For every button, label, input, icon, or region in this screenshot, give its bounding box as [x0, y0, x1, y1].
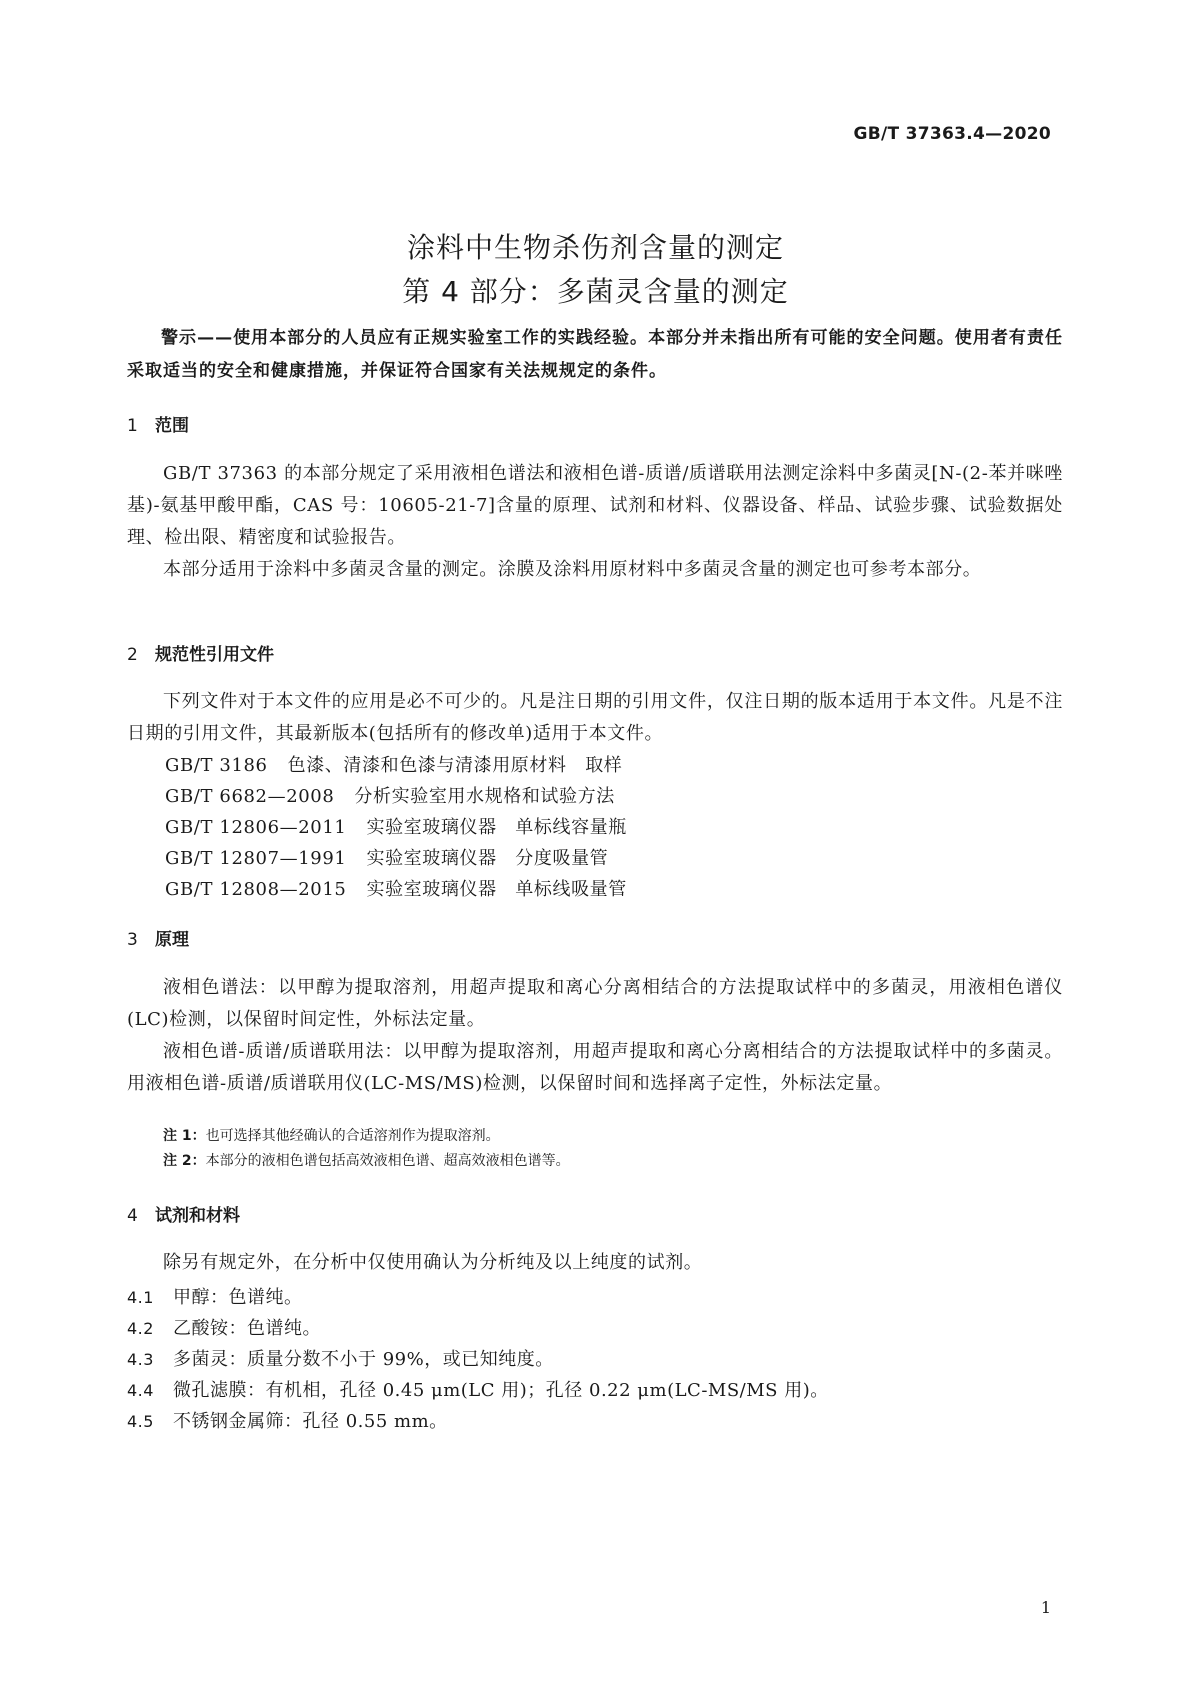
- reference-code: GB/T 12808—2015: [165, 879, 347, 900]
- reference-item: [165, 875, 627, 901]
- list-item: [127, 1283, 303, 1309]
- paragraph: 液相色谱-质谱/质谱联用法：以甲醇为提取溶剂，用超声提取和离心分离相结合的方法提取试样中的多菌灵。用液相色谱-质谱/质谱联用仪(LC-MS/MS)检测，以保留时间和选择离子定性，外标法定量。: [127, 1041, 1063, 1094]
- item-number: 4.2: [127, 1319, 154, 1338]
- section-1-body: [127, 458, 1063, 586]
- note-label: 注 1：: [163, 1128, 206, 1144]
- section-3-heading: [127, 925, 189, 950]
- reference-title: 实验室玻璃仪器 单标线吸量管: [366, 879, 627, 900]
- paragraph: 除另有规定外，在分析中仅使用确认为分析纯及以上纯度的试剂。: [163, 1252, 703, 1273]
- paragraph: GB/T 37363 的本部分规定了采用液相色谱法和液相色谱-质谱/质谱联用法测定涂料中多菌灵[N-(2-苯并咪唑基)-氨基甲酸甲酯，CAS 号：10605-21-7]含量的原理、试剂和材料、仪器设备、样品、试验步骤、试验数据处理、检出限、精密度和试验报告。: [127, 463, 1063, 548]
- reference-item: [165, 782, 615, 808]
- section-1-heading: [127, 411, 189, 436]
- reference-code: GB/T 3186: [165, 755, 268, 776]
- document-title-line2: 第 4 部分：多菌灵含量的测定: [402, 275, 789, 308]
- item-number: 4.1: [127, 1288, 154, 1307]
- item-text: 不锈钢金属筛：孔径 0.55 mm。: [173, 1411, 448, 1432]
- warning-block: [127, 322, 1063, 388]
- reference-item: [165, 813, 627, 839]
- section-3-body: [127, 972, 1063, 1100]
- section-number: 2: [127, 645, 138, 665]
- reference-title: 色漆、清漆和色漆与清漆用原材料 取样: [287, 755, 623, 776]
- item-number: 4.5: [127, 1412, 154, 1431]
- note-item: [163, 1125, 500, 1145]
- item-text: 甲醇：色谱纯。: [173, 1287, 303, 1308]
- warning-text: 警示——使用本部分的人员应有正规实验室工作的实践经验。本部分并未指出所有可能的安全问题。使用者有责任采取适当的安全和健康措施，并保证符合国家有关法规规定的条件。: [127, 328, 1063, 381]
- reference-code: GB/T 6682—2008: [165, 786, 335, 807]
- section-2-heading: [127, 640, 274, 665]
- paragraph: 液相色谱法：以甲醇为提取溶剂，用超声提取和离心分离相结合的方法提取试样中的多菌灵，用液相色谱仪(LC)检测，以保留时间定性，外标法定量。: [127, 977, 1063, 1030]
- reference-item: [165, 751, 622, 777]
- note-item: [163, 1150, 570, 1170]
- item-number: 4.3: [127, 1350, 154, 1369]
- item-text: 乙酸铵：色谱纯。: [173, 1318, 321, 1339]
- section-title: 试剂和材料: [155, 1206, 240, 1226]
- section-title: 规范性引用文件: [155, 645, 274, 665]
- reference-title: 分析实验室用水规格和试验方法: [354, 786, 615, 807]
- standard-code: GB/T 37363.4—2020: [853, 124, 1051, 144]
- note-text: 也可选择其他经确认的合适溶剂作为提取溶剂。: [205, 1128, 500, 1144]
- reference-title: 实验室玻璃仪器 分度吸量管: [366, 848, 609, 869]
- section-4-body: [127, 1247, 1063, 1279]
- section-title: 原理: [155, 930, 189, 950]
- reference-code: GB/T 12806—2011: [165, 817, 347, 838]
- item-number: 4.4: [127, 1381, 154, 1400]
- list-item: [127, 1407, 448, 1433]
- reference-title: 实验室玻璃仪器 单标线容量瓶: [366, 817, 627, 838]
- section-2-body: [127, 686, 1063, 750]
- item-text: 微孔滤膜：有机相，孔径 0.45 μm(LC 用)；孔径 0.22 μm(LC-MS/MS 用)。: [173, 1380, 829, 1401]
- note-text: 本部分的液相色谱包括高效液相色谱、超高效液相色谱等。: [205, 1153, 570, 1169]
- note-label: 注 2：: [163, 1153, 206, 1169]
- paragraph: 下列文件对于本文件的应用是必不可少的。凡是注日期的引用文件，仅注日期的版本适用于本文件。凡是不注日期的引用文件，其最新版本(包括所有的修改单)适用于本文件。: [127, 691, 1063, 744]
- paragraph: 本部分适用于涂料中多菌灵含量的测定。涂膜及涂料用原材料中多菌灵含量的测定也可参考本部分。: [163, 559, 982, 580]
- document-title-line1: 涂料中生物杀伤剂含量的测定: [406, 231, 784, 264]
- section-number: 1: [127, 416, 138, 436]
- section-number: 4: [127, 1206, 138, 1226]
- list-item: [127, 1345, 554, 1371]
- list-item: [127, 1314, 321, 1340]
- section-number: 3: [127, 930, 138, 950]
- item-text: 多菌灵：质量分数不小于 99%，或已知纯度。: [173, 1349, 554, 1370]
- page-number: 1: [1040, 1598, 1051, 1617]
- reference-item: [165, 844, 608, 870]
- section-4-heading: [127, 1201, 240, 1226]
- reference-code: GB/T 12807—1991: [165, 848, 347, 869]
- section-title: 范围: [155, 416, 189, 436]
- list-item: [127, 1376, 829, 1402]
